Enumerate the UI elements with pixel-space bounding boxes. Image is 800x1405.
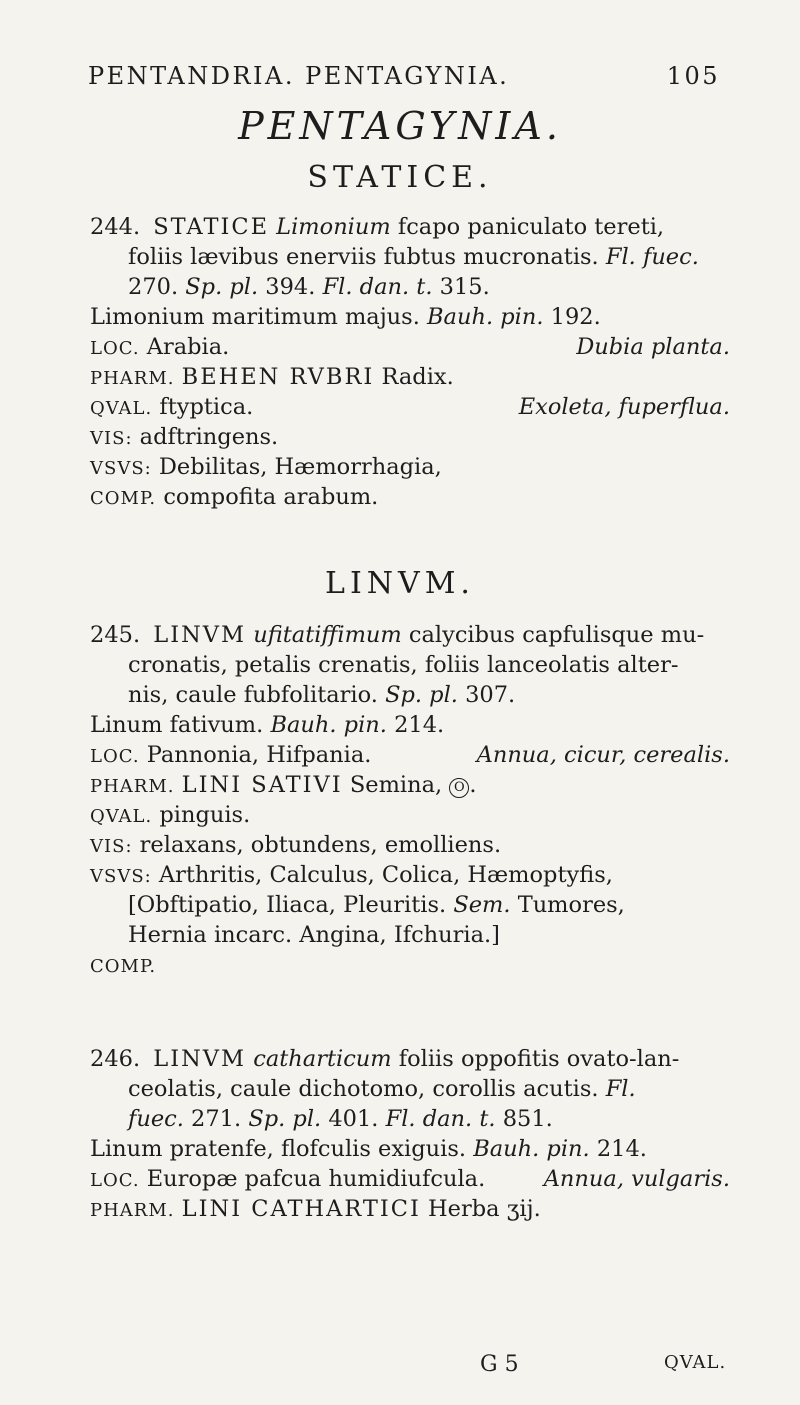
usus-value: Tumores, (517, 892, 625, 918)
reference-number: 271. (191, 1106, 242, 1132)
description-text: foliis oppofitis ovato-lan- (398, 1046, 680, 1072)
signature-mark: G 5 (480, 1352, 519, 1377)
genus-heading-linum: LINVM. (325, 566, 475, 601)
usus-value: Debilitas, Hæmorrhagia, (158, 454, 442, 480)
species-epithet: Limonium (276, 214, 391, 240)
species-genus: STATICE (153, 214, 270, 240)
species-genus: LINVM (153, 622, 247, 648)
loc-value: Europæ pafcua humidiufcula. (146, 1166, 486, 1192)
description-text: cronatis, petalis crenatis, foliis lanceolatis alter- (128, 652, 679, 678)
loc-note: Annua, cicur, cerealis. (476, 742, 730, 768)
qual-value: pinguis. (159, 802, 251, 828)
reference: Fl. dan. t. (385, 1106, 496, 1132)
section-title: PENTAGYNIA. (238, 104, 562, 148)
comp-label: COMP. (90, 488, 157, 509)
qual-value: ftyptica. (159, 394, 254, 420)
reference-number: 214. (596, 1136, 647, 1162)
pharm-label: PHARM. (90, 776, 175, 797)
running-head-title: PENTANDRIA. PENTAGYNIA. (88, 62, 510, 90)
usus-value: Arthritis, Calculus, Colica, Hæmoptyfis, (158, 862, 613, 888)
vis-value: relaxans, obtundens, emolliens. (139, 832, 502, 858)
entry-number: 246. (90, 1046, 141, 1072)
entry-number: 245. (90, 622, 141, 648)
usus-label: VSVS: (90, 458, 152, 479)
reference-number: 401. (328, 1106, 379, 1132)
reference: Fl. fuec. (605, 244, 699, 270)
description-text: ceolatis, caule dichotomo, corollis acutis. (128, 1076, 599, 1102)
loc-note: Dubia planta. (576, 334, 730, 360)
pharm-label: PHARM. (90, 368, 175, 389)
entry-244 (90, 212, 730, 512)
pharm-part: Semina, (349, 772, 443, 798)
description-text: foliis lævibus enerviis fubtus mucronatis. (128, 244, 599, 270)
usus-value: Hernia incarc. Angina, Ifchuria.] (128, 922, 500, 948)
synonym: Linum pratenfe, flofculis exiguis. (90, 1136, 467, 1162)
description-text: fcapo paniculato tereti, (397, 214, 665, 240)
reference: Bauh. pin. (270, 712, 387, 738)
pharm-value: LINI CATHARTICI (181, 1196, 421, 1222)
reference-number: 307. (465, 682, 516, 708)
reference: fuec. (128, 1106, 184, 1132)
qual-label: QVAL. (90, 398, 153, 419)
reference-number: 851. (502, 1106, 553, 1132)
synonym: Limonium maritimum majus. (90, 304, 420, 330)
entry-246 (90, 1044, 730, 1224)
pharm-part: Radix. (381, 364, 454, 390)
genus-heading-statice: STATICE. (307, 160, 493, 195)
reference: Fl. (605, 1076, 636, 1102)
reference: Sp. pl. (248, 1106, 322, 1132)
reference: Bauh. pin. (473, 1136, 590, 1162)
reference: Bauh. pin. (427, 304, 544, 330)
loc-value: Arabia. (146, 334, 230, 360)
qual-label: QVAL. (90, 806, 153, 827)
description-text: calycibus capfulisque mu- (408, 622, 705, 648)
usus-label: VSVS: (90, 866, 152, 887)
species-genus: LINVM (153, 1046, 247, 1072)
reference-number: 270. (128, 274, 179, 300)
species-epithet: catharticum (253, 1046, 392, 1072)
reference: Sp. pl. (185, 274, 259, 300)
usus-value: [Obftipatio, Iliaca, Pleuritis. (128, 892, 447, 918)
page-number: 105 (666, 62, 720, 90)
loc-label: LOC. (90, 1170, 140, 1191)
catchword: QVAL. (664, 1352, 727, 1373)
reference: Sp. pl. (385, 682, 458, 708)
reference-number: 315. (439, 274, 490, 300)
vis-label: VIS: (90, 836, 133, 857)
species-epithet: ufitatiffimum (253, 622, 402, 648)
pharm-value: LINI SATIVI (181, 772, 343, 798)
reference-number: 394. (265, 274, 316, 300)
officinal-symbol-icon: O (449, 778, 469, 798)
synonym: Linum fativum. (90, 712, 264, 738)
reference-number: 214. (394, 712, 445, 738)
pharm-part: Herba (428, 1196, 500, 1222)
usus-semen-label: Sem. (453, 892, 511, 918)
vis-label: VIS: (90, 428, 133, 449)
pharm-value: BEHEN RVBRI (181, 364, 375, 390)
reference-number: 192. (550, 304, 601, 330)
entry-number: 244. (90, 214, 141, 240)
description-text: nis, caule fubfolitario. (128, 682, 378, 708)
entry-245: 245. LINVM ufitatiffimum calycibus capfulisque mu- cronatis, petalis crenatis, foliis lanceolatis alter- nis, caule fubfolitario. Sp. pl. 307. Linum fativum. Bauh. pin. 214. LOC. Pannonia, Hifpania. Annua, cicur, cerealis. PHARM. LINI SATIVI Semina, O . QVAL. pinguis. VIS: relaxans, obtundens, emolliens. VSVS: Arthritis, Calculus, Colica, Hæmoptyfis, [Obftipatio, Iliaca, Pleuritis. Sem. Tumores, Hernia incarc. Angina, Ifchuria.] COMP. (90, 622, 730, 977)
qual-note: Exoleta, fuperflua. (518, 394, 730, 420)
running-head (88, 62, 720, 90)
loc-value: Pannonia, Hifpania. (146, 742, 372, 768)
comp-label: COMP. (90, 956, 157, 977)
dosage-mark: ʒij. (506, 1196, 541, 1222)
loc-label: LOC. (90, 746, 140, 767)
loc-label: LOC. (90, 338, 140, 359)
vis-value: adftringens. (139, 424, 279, 450)
reference: Fl. dan. t. (322, 274, 433, 300)
pharm-label: PHARM. (90, 1200, 175, 1221)
comp-value: compofita arabum. (163, 484, 379, 510)
loc-note: Annua, vulgaris. (543, 1166, 730, 1192)
